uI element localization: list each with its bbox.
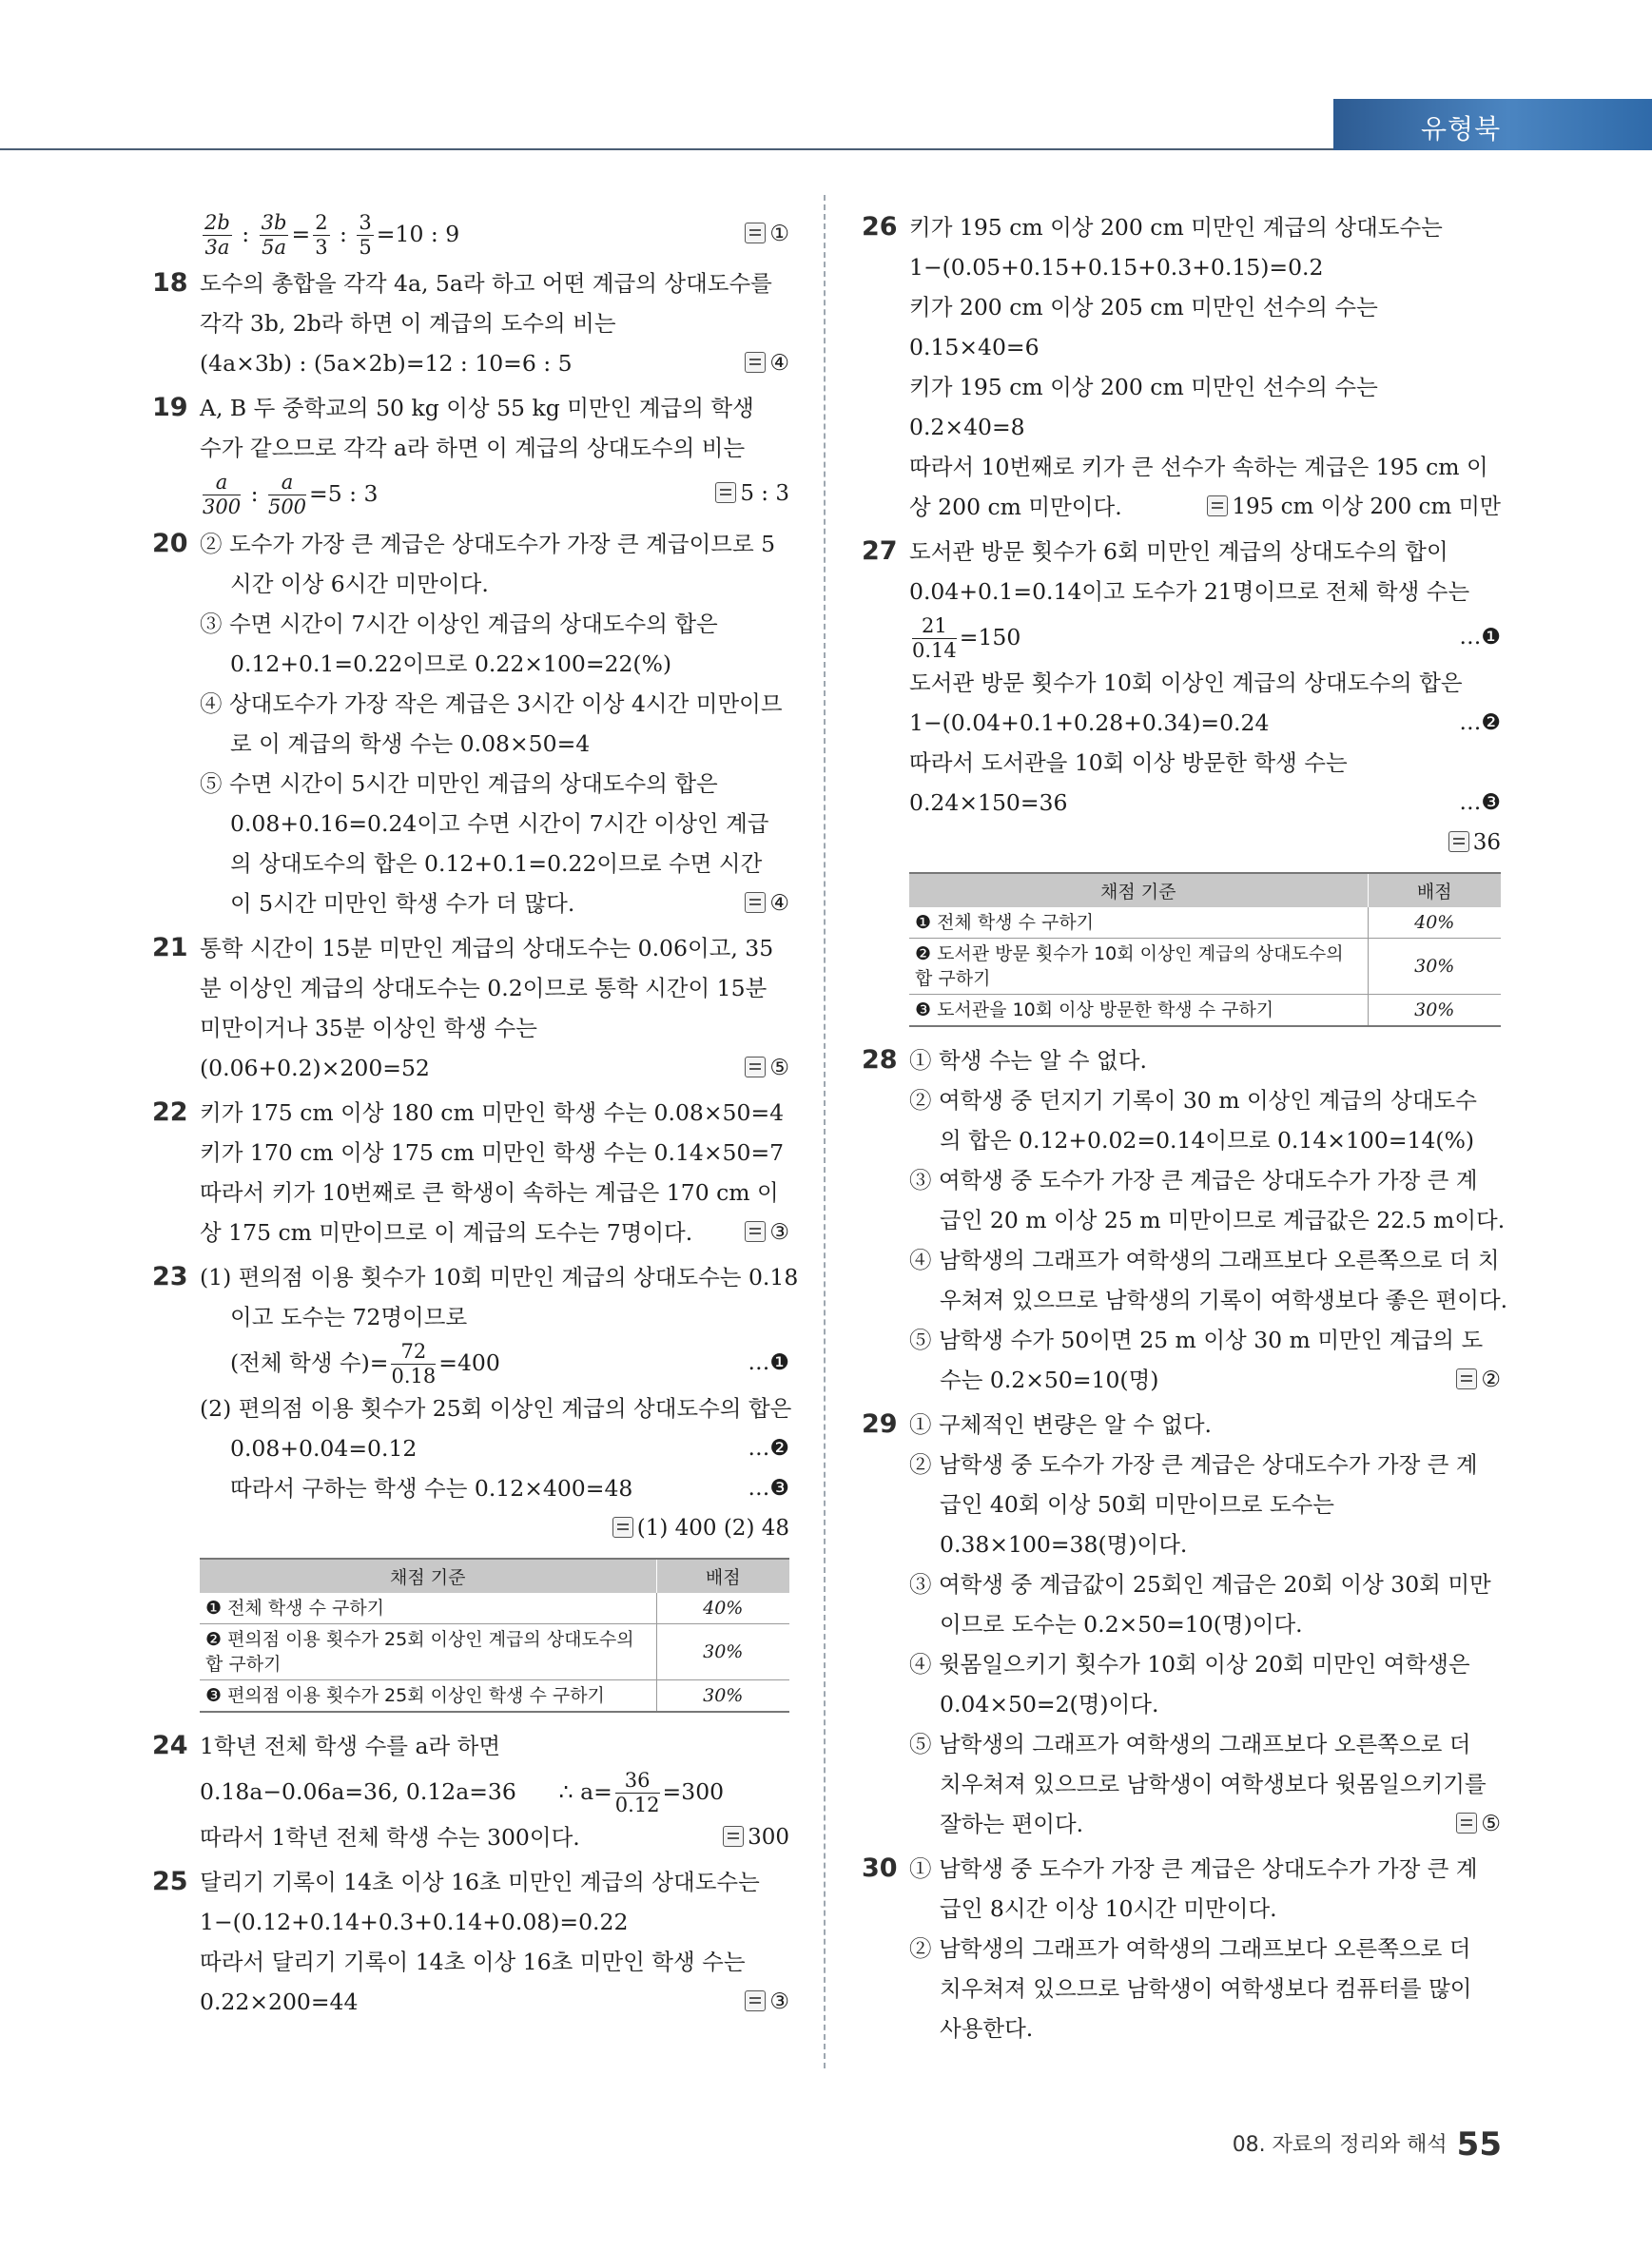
step-marker: …❸ <box>1459 790 1501 815</box>
answer-mark: 195 cm 이상 200 cm 미만 <box>1207 487 1501 527</box>
problem-24: 24 1학년 전체 학생 수를 a라 하면 0.18a−0.06a=36, 0.12a=36 ∴ a= $\frac{36}{0.12}$ =300 따라서 1학년 전체 학생 수는 300이다. 300 <box>152 1726 789 1857</box>
right-column <box>862 207 1508 2053</box>
problem-27: 27 도서관 방문 횟수가 6회 미만인 계급의 상대도수의 합이 0.04+0.1=0.14이고 도수가 21명이므로 전체 학생 수는 $\frac{21}{0.14}$ =150 …❶ 도서관 방문 횟수가 10회 이상인 계급의 상대도수의 합은 1−(0.04+0.1+0.28+0.34)=0.24 …❷ 따라서 도서관을 10회 이상 방문한 학생 수는 0.24×150=36 …❸ 36 <box>862 532 1501 863</box>
problem-28: 28 ① 학생 수는 알 수 없다. ② 여학생 중 던지기 기록이 30 m 이상인 계급의 상대도수 의 합은 0.12+0.02=0.14이므로 0.14×100=14(%) ③ 여학생 중 도수가 가장 큰 계급은 상대도수가 가장 큰 계 급인 20 m 이상 25 m 미만이므로 계급값은 22.5 m이다. ④ 남학생의 그래프가 여학생의 그래프보다 오른쪽으로 더 치 우쳐져 있으므로 남학생의 기록이 여학생보다 좋은 편이다. ⑤ 남학생 수가 50이면 25 m 이상 30 m 미만인 계급의 도 수는 0.2×50=10(명) ② <box>862 1040 1501 1400</box>
fraction: $\frac{21}{0.14}$ <box>912 614 957 662</box>
problem-20: 20 ② 도수가 가장 큰 계급은 상대도수가 가장 큰 계급이므로 5 시간 이상 6시간 미만이다. ③ 수면 시간이 7시간 이상인 계급의 상대도수의 합은 0.12+0.1=0.22이므로 0.22×100=22(%) ④ 상대도수가 가장 작은 계급은 3시간 이상 4시간 미만이므 로 이 계급의 학생 수는 0.08×50=4 ⑤ 수면 시간이 5시간 미만인 계급의 상대도수의 합은 0.08+0.16=0.24이고 수면 시간이 7시간 이상인 계급 의 상대도수의 합은 0.12+0.1=0.22이므로 수면 시간 이 5시간 미만인 학생 수가 더 많다. ④ <box>152 524 789 923</box>
fraction: $\frac{2}{3}$ <box>315 211 328 259</box>
answer-mark: ④ <box>745 343 789 383</box>
problem-17-tail: $\frac{2b}{3a}$ : $\frac{3b}{5a}$ = $\frac{2}{3}$ : $\frac{3}{5}$ =10 : 9 ① <box>152 207 789 259</box>
problem-22: 22 키가 175 cm 이상 180 cm 미만인 학생 수는 0.08×50=4 키가 170 cm 이상 175 cm 미만인 학생 수는 0.14×50=7 따라서 키가 10번째로 큰 학생이 속하는 계급은 170 cm 이 상 175 cm 미만이므로 이 계급의 도수는 7명이다. ③ <box>152 1093 789 1252</box>
fraction: $\frac{3b}{5a}$ <box>261 211 287 259</box>
problem-25: 25 달리기 기록이 14초 이상 16초 미만인 계급의 상대도수는 1−(0.12+0.14+0.3+0.14+0.08)=0.22 따라서 달리기 기록이 14초 이상 16초 미만인 학생 수는 0.22×200=44 ③ <box>152 1862 789 2022</box>
problem-29: 29 ① 구체적인 변량은 알 수 없다. ② 남학생 중 도수가 가장 큰 계급은 상대도수가 가장 큰 계 급인 40회 이상 50회 미만이므로 도수는 0.38×100=38(명)이다. ③ 여학생 중 계급값이 25회인 계급은 20회 이상 30회 미만 이므로 도수는 0.2×50=10(명)이다. ④ 윗몸일으키기 횟수가 10회 이상 20회 미만인 여학생은 0.04×50=2(명)이다. ⑤ 남학생의 그래프가 여학생의 그래프보다 오른쪽으로 더 치우쳐져 있으므로 남학생이 여학생보다 윗몸일으키기를 잘하는 편이다. ⑤ <box>862 1405 1501 1844</box>
problem-21: 21 통학 시간이 15분 미만인 계급의 상대도수는 0.06이고, 35 분 이상인 계급의 상대도수는 0.2이므로 통학 시간이 15분 미만이거나 35분 이상인 학생 수는 (0.06+0.2)×200=52 ⑤ <box>152 928 789 1088</box>
fraction: $\frac{2b}{3a}$ <box>204 211 230 259</box>
step-marker: …❶ <box>1459 625 1501 650</box>
problem-26: 26 키가 195 cm 이상 200 cm 미만인 계급의 상대도수는 1−(0.05+0.15+0.15+0.3+0.15)=0.2 키가 200 cm 이상 205 cm 미만인 선수의 수는 0.15×40=6 키가 195 cm 이상 200 cm 미만인 선수의 수는 0.2×40=8 따라서 10번째로 키가 큰 선수가 속하는 계급은 195 cm 이 상 200 cm 미만이다. 195 cm 이상 200 cm 미만 <box>862 207 1501 527</box>
grading-table: 채점 기준 배점 ❶ 전체 학생 수 구하기 40% ❷ 도서관 방문 횟수가 10회 이상인 계급의 상대도수의 합 구하기 30% ❸ 도서관을 10회 이상 방문한 학생 수 구하기 30% <box>909 872 1501 1027</box>
problem-19: 19 A, B 두 중학교의 50 kg 이상 55 kg 미만인 계급의 학생 수가 같으므로 각각 a라 하면 이 계급의 상대도수의 비는 $\frac{a}{300}$ : $\frac{a}{500}$ =5 : 3 5 : 3 <box>152 393 789 518</box>
answer-mark: (1) 400 (2) 48 <box>612 1508 789 1548</box>
answer-mark: ③ <box>745 1982 789 2022</box>
grading-table: 채점 기준 배점 ❶ 전체 학생 수 구하기 40% ❷ 편의점 이용 횟수가 25회 이상인 계급의 상대도수의 합 구하기 30% ❸ 편의점 이용 횟수가 25회 이상인 학생 수 구하기 30% <box>200 1558 789 1713</box>
fraction: $\frac{3}{5}$ <box>359 211 372 259</box>
fraction: $\frac{36}{0.12}$ <box>614 1769 660 1816</box>
step-marker: …❸ <box>748 1476 789 1501</box>
answer-mark: 5 : 3 <box>715 468 789 519</box>
section-tab: 유형북 <box>1333 99 1652 150</box>
column-divider <box>824 195 826 2068</box>
chapter-title: 08. 자료의 정리와 해석 <box>1232 2133 1448 2157</box>
fraction: $\frac{a}{300}$ <box>203 471 242 518</box>
answer-mark: ③ <box>745 1213 789 1252</box>
step-marker: …❷ <box>748 1436 789 1461</box>
step-marker: …❷ <box>1459 710 1501 735</box>
page-number: 55 <box>1456 2125 1502 2164</box>
answer-mark: 300 <box>723 1817 789 1857</box>
problem-18: 18 도수의 총합을 각각 4a, 5a라 하고 어떤 계급의 상대도수를 각각 3b, 2b라 하면 이 계급의 도수의 비는 (4a×3b) : (5a×2b)=12 : 10=6 : 5 ④ <box>152 263 789 383</box>
page-footer <box>1233 2125 1502 2164</box>
answer-mark: 36 <box>1448 823 1501 863</box>
answer-mark: ① <box>745 207 789 261</box>
fraction: $\frac{72}{0.18}$ <box>391 1340 437 1387</box>
problem-23: 23 (1) 편의점 이용 횟수가 10회 미만인 계급의 상대도수는 0.18 이고 도수는 72명이므로 (전체 학생 수)= $\frac{72}{0.18}$ =400 …❶ (2) 편의점 이용 횟수가 25회 이상인 계급의 상대도수의 합은 0.08+0.04=0.12 …❷ 따라서 구하는 학생 수는 0.12×400=48 …❸ (1) 400 (2) 48 <box>152 1257 789 1548</box>
answer-mark: ② <box>1456 1360 1501 1400</box>
left-column <box>152 207 799 2027</box>
answer-mark: ⑤ <box>745 1048 789 1088</box>
problem-30: 30 ① 남학생 중 도수가 가장 큰 계급은 상대도수가 가장 큰 계 급인 8시간 이상 10시간 미만이다. ② 남학생의 그래프가 여학생의 그래프보다 오른쪽으로 더 치우쳐져 있으므로 남학생이 여학생보다 컴퓨터를 많이 사용한다. <box>862 1853 1478 2042</box>
step-marker: …❶ <box>748 1350 789 1375</box>
fraction: $\frac{a}{500}$ <box>267 471 307 518</box>
answer-mark: ⑤ <box>1456 1804 1501 1844</box>
answer-mark: ④ <box>745 883 789 923</box>
